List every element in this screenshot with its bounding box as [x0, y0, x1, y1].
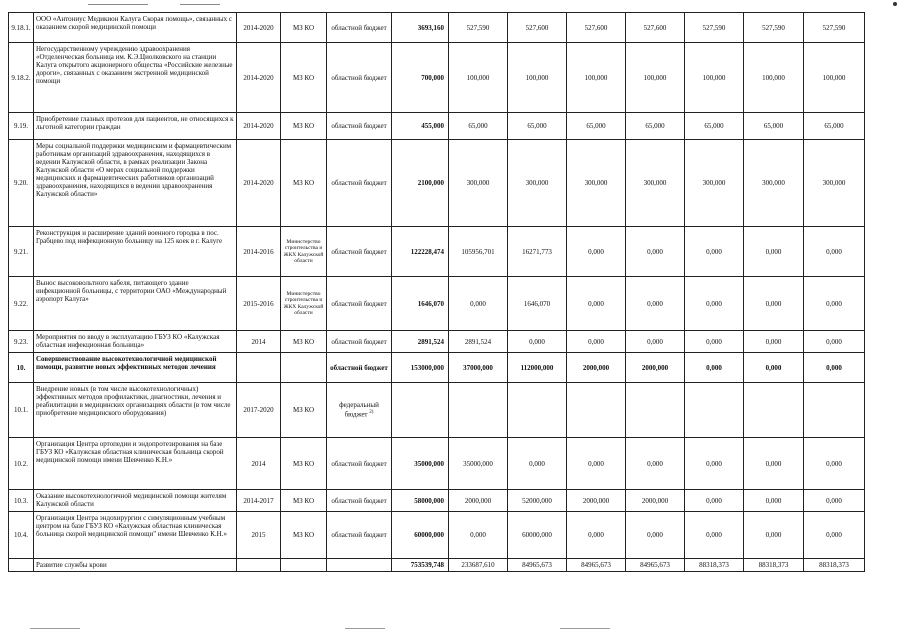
year-amount-cell: 0,000	[804, 512, 865, 559]
funding-source-cell: областной бюджет	[327, 13, 392, 43]
funding-source-cell: областной бюджет	[327, 353, 392, 383]
year-amount-cell: 84965,673	[567, 559, 626, 572]
year-amount-cell: 300,000	[804, 140, 865, 227]
year-amount-cell: 0,000	[626, 227, 685, 277]
year-amount-cell: 0,000	[685, 490, 744, 512]
total-amount-cell: 153000,000	[392, 353, 449, 383]
row-number-cell: 9.18.1.	[9, 13, 34, 43]
funding-source-cell: областной бюджет	[327, 331, 392, 353]
top-rule	[88, 4, 148, 5]
activity-description-cell: Меры социальной поддержки медицинским и фармацевтическим работникам организаций здравоохранения, находящихся в ведении Калужской области, в рамках реализации Закона Калужской области «О мерах социальной поддержки медицинских и фармацевтических работников организаций здравоохранения, находящихся в ведении здравоохранения Калужской области»	[34, 140, 237, 227]
year-amount-cell: 2000,000	[626, 353, 685, 383]
executor-cell: МЗ КО	[281, 383, 327, 438]
year-amount-cell: 0,000	[508, 331, 567, 353]
year-amount-cell: 105956,701	[449, 227, 508, 277]
year-amount-cell: 2000,000	[449, 490, 508, 512]
total-amount-cell: 60000,000	[392, 512, 449, 559]
funding-source-cell: областной бюджет	[327, 227, 392, 277]
year-amount-cell: 0,000	[626, 277, 685, 331]
period-cell: 2014-2020	[237, 13, 281, 43]
year-amount-cell: 88318,373	[744, 559, 804, 572]
activity-description-cell: Вынос высоковольтного кабеля, питающего здание инфекционной больницы, с территории ОАО «Международный аэропорт Калуга»	[34, 277, 237, 331]
year-amount-cell: 0,000	[449, 512, 508, 559]
year-amount-cell: 2000,000	[567, 490, 626, 512]
executor-cell: Министерство строительства и ЖКХ Калужской области	[281, 277, 327, 331]
executor-cell: МЗ КО	[281, 140, 327, 227]
activity-description-cell: Реконструкция и расширение зданий военного городка в пос. Грабцево под инфекционную больницу на 125 коек в г. Калуге	[34, 227, 237, 277]
year-amount-cell: 0,000	[567, 331, 626, 353]
year-amount-cell: 527,590	[685, 13, 744, 43]
year-amount-cell: 0,000	[567, 438, 626, 490]
period-cell: 2015-2016	[237, 277, 281, 331]
period-cell	[237, 559, 281, 572]
executor-cell: МЗ КО	[281, 438, 327, 490]
year-amount-cell: 0,000	[626, 331, 685, 353]
year-amount-cell: 65,000	[804, 113, 865, 140]
activity-description-cell: Приобретение глазных протезов для пациентов, не относящихся к льготной категории граждан	[34, 113, 237, 140]
row-number-cell: 10.4.	[9, 512, 34, 559]
period-cell: 2014-2017	[237, 490, 281, 512]
table-row	[9, 512, 865, 559]
period-cell: 2014-2020	[237, 43, 281, 113]
year-amount-cell: 84965,673	[626, 559, 685, 572]
year-amount-cell	[804, 383, 865, 438]
footnote-mark: 2)	[369, 410, 374, 416]
year-amount-cell: 88318,373	[804, 559, 865, 572]
activity-description-cell: Организация Центра ортопедии и эндопротезирования на базе ГБУЗ КО «Калужская областная клиническая больница скорой медицинской помощи имени Шевченко К.Н.»	[34, 438, 237, 490]
top-rule	[180, 4, 220, 5]
funding-source-cell: областной бюджет	[327, 277, 392, 331]
bottom-rule	[560, 628, 610, 629]
funding-source-cell: областной бюджет	[327, 140, 392, 227]
period-cell: 2014-2016	[237, 227, 281, 277]
year-amount-cell: 0,000	[449, 277, 508, 331]
corner-mark	[893, 2, 897, 6]
bottom-rule	[345, 628, 385, 629]
year-amount-cell: 100,000	[685, 43, 744, 113]
year-amount-cell: 2891,524	[449, 331, 508, 353]
year-amount-cell	[567, 383, 626, 438]
year-amount-cell: 65,000	[744, 113, 804, 140]
total-amount-cell: 122228,474	[392, 227, 449, 277]
year-amount-cell: 300,000	[744, 140, 804, 227]
table-row	[9, 140, 865, 227]
year-amount-cell: 84965,673	[508, 559, 567, 572]
year-amount-cell: 100,000	[567, 43, 626, 113]
row-number-cell	[9, 559, 34, 572]
year-amount-cell: 0,000	[567, 512, 626, 559]
year-amount-cell: 2000,000	[626, 490, 685, 512]
period-cell	[237, 353, 281, 383]
row-number-cell: 9.21.	[9, 227, 34, 277]
table-row	[9, 113, 865, 140]
year-amount-cell: 65,000	[567, 113, 626, 140]
funding-source-cell: федеральный бюджет $^{2)}$	[327, 383, 392, 438]
funding-source-cell: областной бюджет	[327, 512, 392, 559]
year-amount-cell	[626, 383, 685, 438]
year-amount-cell: 300,000	[567, 140, 626, 227]
year-amount-cell: 0,000	[804, 227, 865, 277]
year-amount-cell: 0,000	[685, 277, 744, 331]
executor-cell: МЗ КО	[281, 13, 327, 43]
year-amount-cell: 233687,610	[449, 559, 508, 572]
year-amount-cell: 65,000	[449, 113, 508, 140]
program-table	[8, 12, 865, 572]
year-amount-cell: 65,000	[508, 113, 567, 140]
year-amount-cell: 100,000	[744, 43, 804, 113]
year-amount-cell: 527,600	[508, 13, 567, 43]
year-amount-cell: 527,590	[744, 13, 804, 43]
activity-description-cell: Внедрение новых (в том числе высокотехнологичных) эффективных методов профилактики, диагностики, лечения и реабилитации в медицинских организациях области (в том числе приобретение медицинского оборудования)	[34, 383, 237, 438]
activity-description-cell: Оказание высокотехнологичной медицинской помощи жителям Калужской области	[34, 490, 237, 512]
row-number-cell: 10.	[9, 353, 34, 383]
year-amount-cell: 0,000	[626, 512, 685, 559]
year-amount-cell: 100,000	[626, 43, 685, 113]
year-amount-cell: 65,000	[626, 113, 685, 140]
row-number-cell: 9.23.	[9, 331, 34, 353]
total-amount-cell: 1646,070	[392, 277, 449, 331]
total-amount-cell: 2100,000	[392, 140, 449, 227]
year-amount-cell: 0,000	[744, 331, 804, 353]
row-number-cell: 10.3.	[9, 490, 34, 512]
year-amount-cell: 0,000	[804, 438, 865, 490]
year-amount-cell: 65,000	[685, 113, 744, 140]
bottom-rule	[30, 628, 80, 629]
period-cell: 2017-2020	[237, 383, 281, 438]
year-amount-cell: 527,590	[804, 13, 865, 43]
total-amount-cell: 700,000	[392, 43, 449, 113]
period-cell: 2015	[237, 512, 281, 559]
year-amount-cell	[744, 383, 804, 438]
year-amount-cell: 300,000	[508, 140, 567, 227]
row-number-cell: 9.19.	[9, 113, 34, 140]
year-amount-cell: 0,000	[685, 438, 744, 490]
total-amount-cell: 3693,160	[392, 13, 449, 43]
year-amount-cell: 0,000	[626, 438, 685, 490]
total-amount-cell: 35000,000	[392, 438, 449, 490]
activity-description-cell: Развитие службы крови	[34, 559, 237, 572]
table-row	[9, 438, 865, 490]
executor-cell	[281, 353, 327, 383]
row-number-cell: 9.18.2.	[9, 43, 34, 113]
period-cell: 2014-2020	[237, 140, 281, 227]
year-amount-cell: 0,000	[744, 490, 804, 512]
year-amount-cell: 527,600	[626, 13, 685, 43]
activity-description-cell: ООО «Антониус Медикион Калуга Скорая помощь», связанных с оказанием скорой медицинской помощи	[34, 13, 237, 43]
year-amount-cell: 60000,000	[508, 512, 567, 559]
year-amount-cell: 0,000	[804, 331, 865, 353]
year-amount-cell: 100,000	[804, 43, 865, 113]
year-amount-cell: 0,000	[567, 227, 626, 277]
year-amount-cell: 52000,000	[508, 490, 567, 512]
row-number-cell: 9.22.	[9, 277, 34, 331]
year-amount-cell: 37000,000	[449, 353, 508, 383]
year-amount-cell: 0,000	[508, 438, 567, 490]
total-amount-cell: 753539,748	[392, 559, 449, 572]
activity-description-cell: Мероприятия по вводу в эксплуатацию ГБУЗ КО «Калужская областная инфекционная больница»	[34, 331, 237, 353]
activity-description-cell: Совершенствование высокотехнологичной медицинской помощи, развитие новых эффективных методов лечения	[34, 353, 237, 383]
table-row	[9, 43, 865, 113]
total-amount-cell: 2891,524	[392, 331, 449, 353]
executor-cell: МЗ КО	[281, 113, 327, 140]
year-amount-cell: 0,000	[804, 353, 865, 383]
year-amount-cell: 112000,000	[508, 353, 567, 383]
year-amount-cell: 527,600	[567, 13, 626, 43]
funding-source-cell: областной бюджет	[327, 113, 392, 140]
table-row	[9, 353, 865, 383]
year-amount-cell: 0,000	[744, 438, 804, 490]
year-amount-cell: 16271,773	[508, 227, 567, 277]
table-body	[9, 13, 865, 572]
table-row	[9, 383, 865, 438]
executor-cell: Министерство строительства и ЖКХ Калужской области	[281, 227, 327, 277]
year-amount-cell: 300,000	[626, 140, 685, 227]
year-amount-cell: 300,000	[685, 140, 744, 227]
table-row	[9, 277, 865, 331]
table-row	[9, 490, 865, 512]
activity-description-cell: Организация Центра эндохирургии с симуляционным учебным центром на базе ГБУЗ КО «Калужская областная клиническая больница скорой медицинской помощи" имени Шевченко К.Н.»	[34, 512, 237, 559]
table-row	[9, 13, 865, 43]
year-amount-cell: 1646,070	[508, 277, 567, 331]
table-row	[9, 559, 865, 572]
row-number-cell: 10.1.	[9, 383, 34, 438]
period-cell: 2014-2020	[237, 113, 281, 140]
total-amount-cell: 58000,000	[392, 490, 449, 512]
year-amount-cell: 0,000	[744, 227, 804, 277]
year-amount-cell: 0,000	[567, 277, 626, 331]
row-number-cell: 9.20.	[9, 140, 34, 227]
year-amount-cell: 2000,000	[567, 353, 626, 383]
activity-description-cell: Негосударственному учреждению здравоохранения «Отделенческая больница им. К.Э.Циолковского на станции Калуга открытого акционерного общества «Российские железные дороги», связанных с оказанием экстренной медицинской помощи	[34, 43, 237, 113]
year-amount-cell: 0,000	[744, 277, 804, 331]
row-number-cell: 10.2.	[9, 438, 34, 490]
funding-source-cell: областной бюджет	[327, 438, 392, 490]
total-amount-cell	[392, 383, 449, 438]
year-amount-cell: 0,000	[804, 277, 865, 331]
year-amount-cell: 0,000	[744, 353, 804, 383]
year-amount-cell: 35000,000	[449, 438, 508, 490]
year-amount-cell: 0,000	[685, 353, 744, 383]
year-amount-cell: 300,000	[449, 140, 508, 227]
year-amount-cell: 100,000	[508, 43, 567, 113]
table-row	[9, 227, 865, 277]
executor-cell: МЗ КО	[281, 490, 327, 512]
year-amount-cell: 0,000	[744, 512, 804, 559]
funding-source-cell	[327, 559, 392, 572]
executor-cell: МЗ КО	[281, 512, 327, 559]
year-amount-cell	[508, 383, 567, 438]
funding-source-cell: областной бюджет	[327, 490, 392, 512]
year-amount-cell	[685, 383, 744, 438]
year-amount-cell	[449, 383, 508, 438]
funding-source-cell: областной бюджет	[327, 43, 392, 113]
period-cell: 2014	[237, 331, 281, 353]
year-amount-cell: 0,000	[685, 227, 744, 277]
year-amount-cell: 100,000	[449, 43, 508, 113]
year-amount-cell: 0,000	[685, 331, 744, 353]
year-amount-cell: 0,000	[804, 490, 865, 512]
executor-cell	[281, 559, 327, 572]
year-amount-cell: 88318,373	[685, 559, 744, 572]
executor-cell: МЗ КО	[281, 43, 327, 113]
table-row	[9, 331, 865, 353]
year-amount-cell: 0,000	[685, 512, 744, 559]
year-amount-cell: 527,590	[449, 13, 508, 43]
executor-cell: МЗ КО	[281, 331, 327, 353]
total-amount-cell: 455,000	[392, 113, 449, 140]
period-cell: 2014	[237, 438, 281, 490]
